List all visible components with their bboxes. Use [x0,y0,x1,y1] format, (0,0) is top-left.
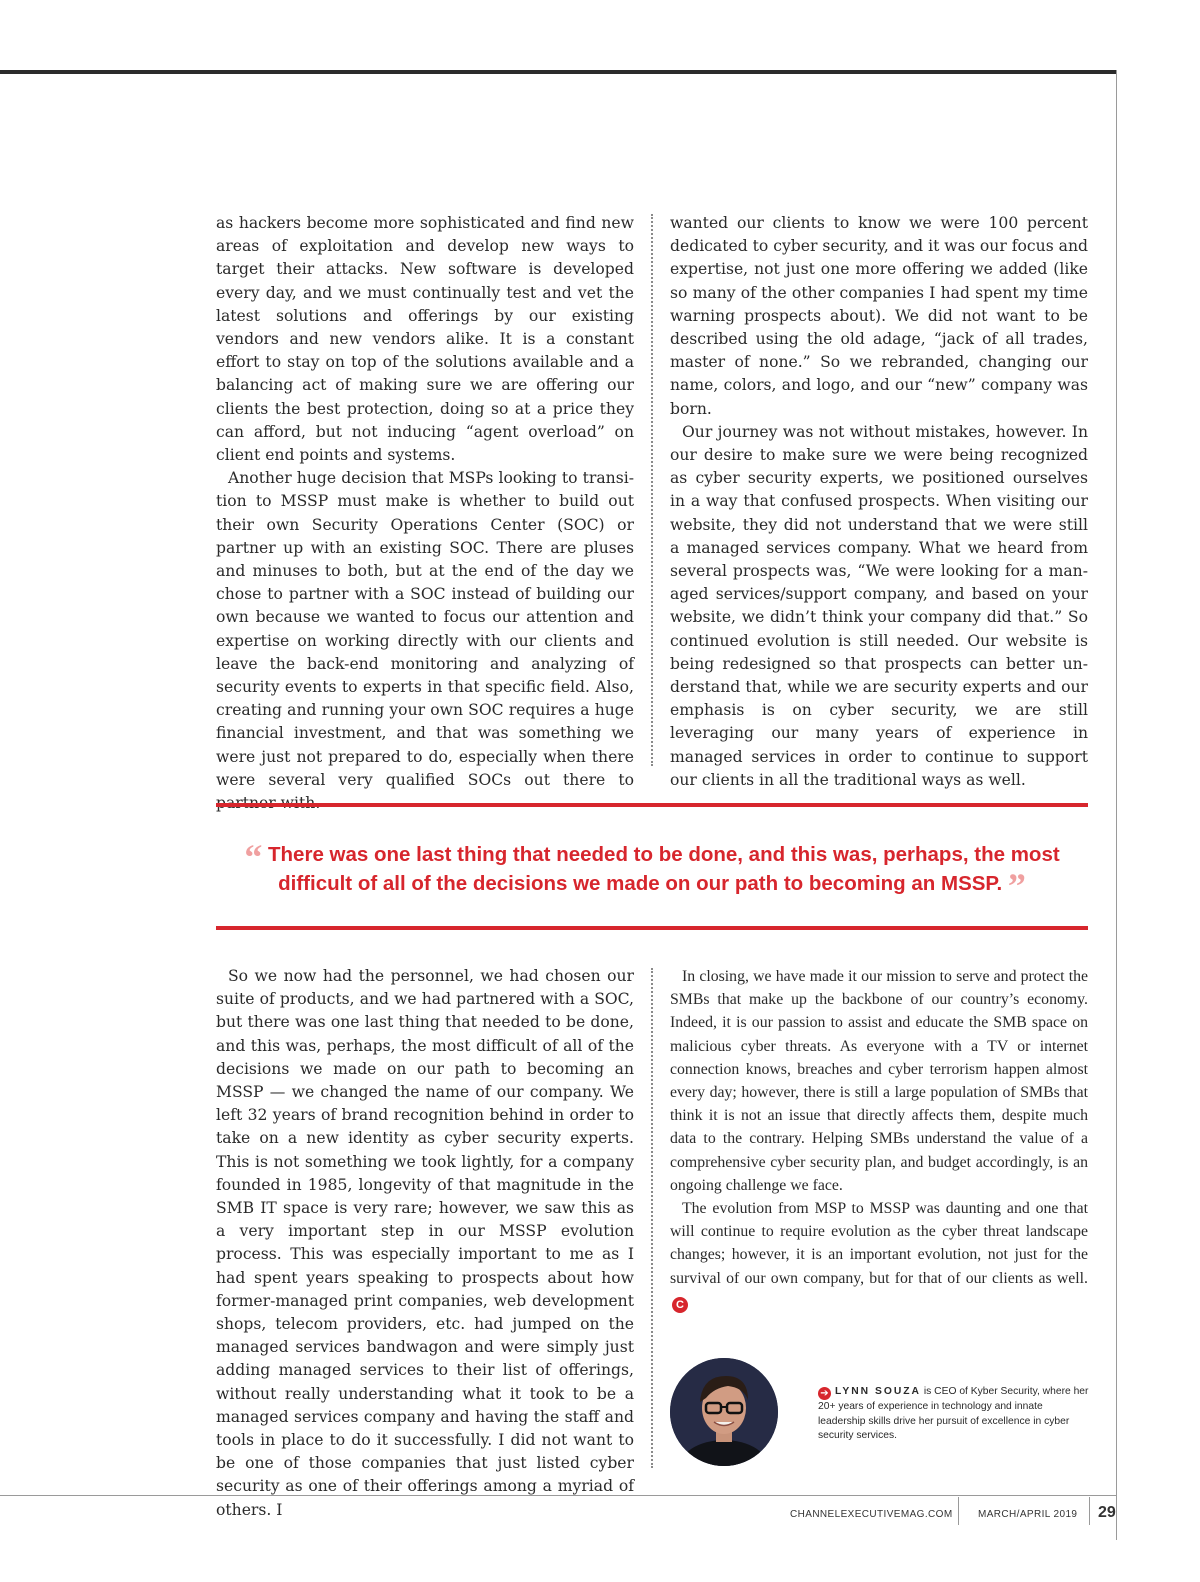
right-margin-rule [1116,70,1117,1540]
footer-website: CHANNELEXECUTIVEMAG.COM [790,1509,953,1520]
pullquote-text: There was one last thing that needed to be done, and this was, perhaps, the most difficult of all of the decisions we made on our path to becoming an MSSP. [268,843,1060,895]
arrow-right-icon: ➔ [818,1387,831,1400]
author-portrait-icon [670,1358,778,1466]
pullquote-top-rule [216,803,1088,807]
paragraph-text: The evolution from MSP to MSSP was daunting and one that will continue to require evolution as the cyber threat landscape changes; however, it is an important evolution, not just for the survival of our own company, but for that of our clients as well. [670,1200,1088,1287]
article-column-bottom-left [216,965,634,1522]
footer-issue-date: MARCH/APRIL 2019 [978,1509,1078,1520]
column-divider [651,214,653,766]
paragraph: So we now had the personnel, we had chosen our suite of products, and we had partnered with a SOC, but there was one last thing that needed to be done, and this was, perhaps, the most difficult of all of the decisions we made on our path to becoming an MSSP — we changed the name of our company. We left 32 years of brand recognition behind in order to take on a new identity as cyber security experts. This is not something we took lightly, for a company founded in 1985, longevity of that magnitude in the SMB IT space is very rare; however, we saw this as a very important step in our MSSP evolution process. This was especially important to me as I had spent years speaking to prospects about how former-managed print companies, web development shops, telecom providers, etc. had jumped on the managed services bandwagon and were simply just adding managed services to their list of offerings, without really understanding what it took to be a managed services company and having the staff and tools in place to do it successfully. I did not want to be one of those companies that just listed cyber security as one of their offerings among a myriad of others. I [216,967,634,1519]
footer-divider [958,1497,959,1525]
open-quote-icon: “ [244,837,263,877]
paragraph: In closing, we have made it our mission to serve and protect the SMBs that make up the backbone of our country’s economy. Indeed, it is our passion to assist and educate the SMB space on malicious cyber threats. As everyone with a TV or internet connection knows, breaches and cyber terrorism happen almost every day; however, there is still a large population of SMBs that think it is not an issue that directly affects them, despite much data to the contrary. Helping SMBs understand the value of a comprehensive cyber security plan, and budget accordingly, is an ongoing challenge we face. [670,968,1088,1194]
pullquote [216,837,1088,906]
end-of-article-icon: C [672,1297,688,1313]
author-photo [670,1358,778,1466]
article-column-top-left [216,212,634,815]
paragraph-final [670,1197,1088,1313]
paragraph: Our journey was not without mistakes, however. In our desire to make sure we were being recognized as cyber security experts, we positioned ourselves in a way that confused prospects. When visiting our website, they did not understand that we were still a managed services company. What we heard from several prospects was, “We were looking for a managed services/support company, and based on your website, we didn’t think your company did that.” So continued evolution is still needed. Our website is being redesigned so that prospects can better understand that, while we are security experts and our emphasis is on cyber security, we are still leveraging our many years of experience in managed services in order to continue to support our clients in all the traditional ways as well. [670,422,1088,789]
author-name: LYNN SOUZA [835,1386,921,1397]
article-column-bottom-right [670,965,1088,1313]
footer-rule [0,1495,1117,1496]
paragraph: as hackers become more sophisticated and find new areas of exploitation and develop new ways to target their attacks. New software is developed every day, and we must continually test and vet the latest solutions and offerings by our existing vendors and new vendors alike. It is a constant effort to stay on top of the solutions available and a balancing act of making sure we are offering our clients the best protection, doing so at a price they can afford, but not inducing “agent overload” on client end points and systems. [216,214,634,465]
article-column-top-right [670,212,1088,792]
close-quote-icon: ” [1007,866,1026,906]
footer-divider [1089,1497,1090,1525]
author-bio [818,1385,1090,1444]
column-divider [651,968,653,1468]
page-number: 29 [1098,1504,1116,1521]
paragraph: wanted our clients to know we were 100 percent dedicated to cyber security, and it was our focus and expertise, not just one more offering we added (like so many of the other companies I had spent my time warning prospects about). We did not want to be described using the old adage, “jack of all trades, master of none.” So we rebranded, changing our name, colors, and logo, and our “new” company was born. [670,214,1088,418]
author-bio-text: is CEO of Kyber Security, where her 20+ years of experience in technology and innate leadership skills drive her pursuit of excellence in cyber security services. [818,1386,1089,1441]
paragraph: Another huge decision that MSPs looking to transition to MSSP must make is whether to build out their own Security Operations Center (SOC) or partner up with an existing SOC. There are pluses and minuses to both, but at the end of the day we chose to partner with a SOC instead of building our own because we wanted to focus our attention and expertise on working directly with our clients and leave the back-end monitoring and analyzing of security events to experts in that specific field. Also, creating and running your own SOC requires a huge financial investment, and that was something we were just not prepared to do, especially when there were several very qualified SOCs out there to [216,469,634,789]
pullquote-bottom-rule [216,926,1088,930]
top-rule [0,70,1117,74]
